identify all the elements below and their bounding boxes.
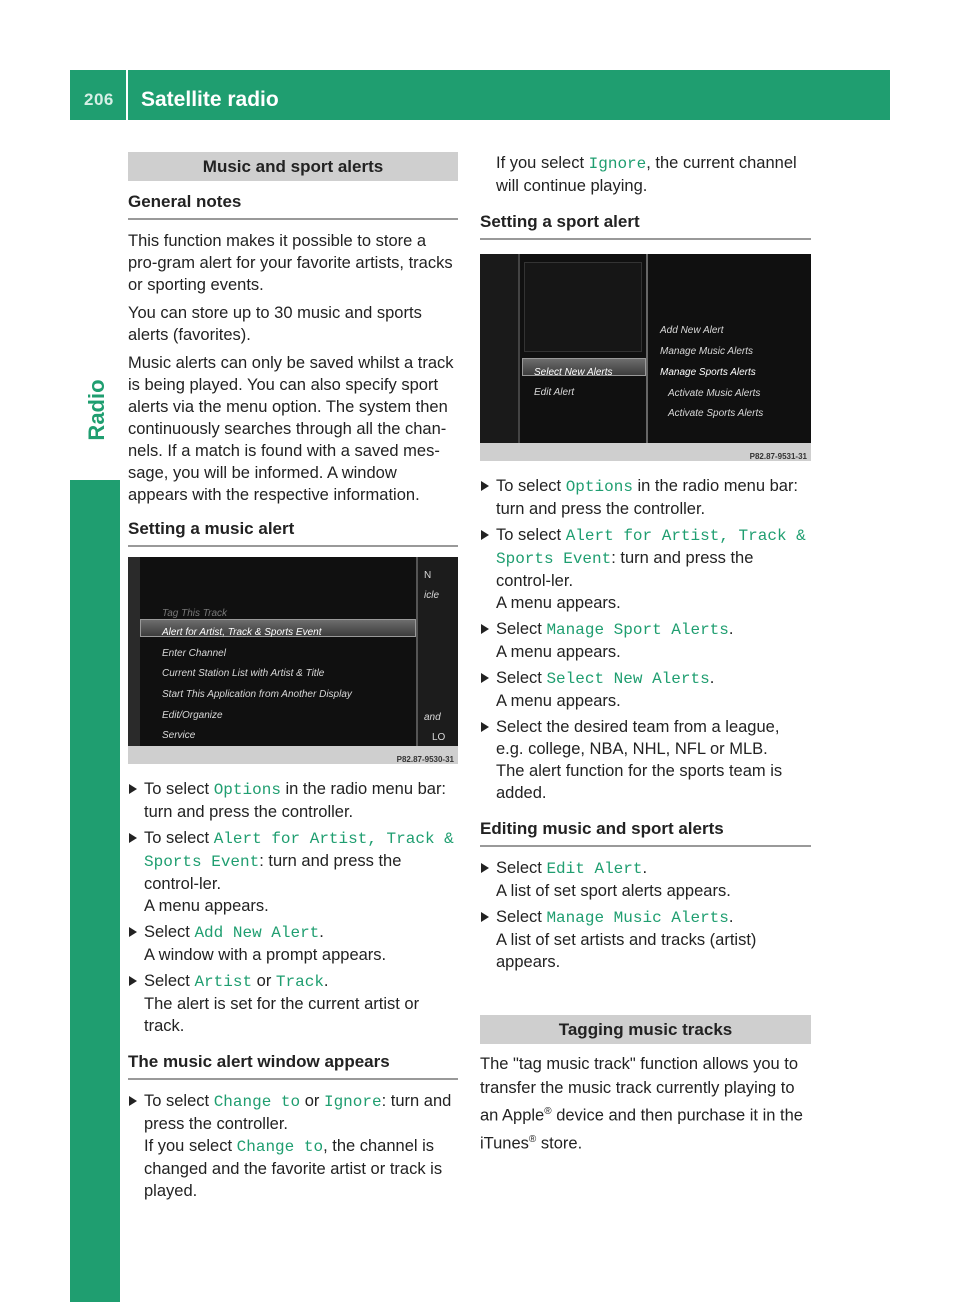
step [480, 857, 811, 902]
menu-option: Add New Alert [194, 924, 320, 942]
ignore-text [480, 152, 811, 197]
text: device and then purchase it in the iTunes [480, 1106, 803, 1152]
page-number: 206 [84, 90, 114, 109]
heading-music-alert: Setting a music alert [128, 518, 458, 547]
text: : turn and press the control-ler. [496, 549, 754, 590]
result-text: A window with a prompt appears. [144, 946, 387, 964]
menu-item: Activate Music Alerts [668, 388, 761, 399]
screen-divider [646, 254, 648, 443]
menu-item: Manage Sports Alerts [660, 367, 756, 378]
menu-item: Enter Channel [162, 648, 226, 659]
menu-option: Manage Music Alerts [546, 909, 729, 927]
text: in the radio menu bar: turn and press the controller. [496, 477, 799, 518]
step [128, 778, 458, 823]
step [128, 921, 458, 966]
heading-editing-alerts: Editing music and sport alerts [480, 818, 811, 847]
menu-option: Ignore [588, 155, 647, 173]
text: or [252, 972, 276, 990]
side-bar [70, 480, 120, 1302]
result-text: A menu appears. [496, 643, 621, 661]
step [480, 475, 811, 520]
text: Select [496, 908, 547, 926]
step [480, 524, 811, 614]
text: To select [144, 780, 214, 798]
screenshot-music-menu [128, 557, 458, 764]
side-label-text: Radio [84, 379, 109, 441]
text: . [642, 859, 648, 877]
screen-left-edge [128, 557, 140, 746]
heading-general-notes: General notes [128, 191, 458, 220]
text: Select the desired team from a league, e.g. college, NBA, NHL, NFL or MLB. [496, 718, 780, 758]
menu-option: Change to [213, 1093, 301, 1111]
text: . [728, 908, 734, 926]
text: store. [536, 1134, 583, 1152]
menu-item: Edit Alert [534, 387, 575, 398]
screen-left-edge [480, 254, 520, 443]
text: . [728, 620, 734, 638]
text: If you select [144, 1137, 237, 1155]
image-code: P82.87-9530-31 [396, 755, 454, 764]
section-title-tagging: Tagging music tracks [480, 1015, 811, 1044]
step [480, 667, 811, 712]
text: in the radio menu bar: turn and press the controller. [144, 780, 447, 821]
result-text: A menu appears. [144, 897, 269, 915]
text: Select [496, 859, 547, 877]
menu-option: Change to [236, 1138, 324, 1156]
result-text: A menu appears. [496, 594, 621, 612]
text: , the current channel will continue playing. [496, 154, 797, 195]
screenshot-footer [128, 746, 458, 764]
menu-item: Tag This Track [162, 608, 228, 619]
heading-window-appears: The music alert window appears [128, 1051, 458, 1080]
image-code: P82.87-9531-31 [749, 452, 807, 461]
step [480, 716, 811, 804]
text: . [319, 923, 324, 941]
menu-item: Start This Application from Another Display [162, 689, 352, 700]
screen-blank-panel [524, 262, 642, 352]
menu-item-selected: Alert for Artist, Track & Sports Event [162, 627, 322, 638]
text: : turn and press the control-ler. [144, 852, 402, 893]
menu-option: Manage Sport Alerts [546, 621, 729, 639]
fragment: LO [432, 732, 446, 743]
result-text: A list of set sport alerts appears. [496, 882, 731, 900]
step [128, 1090, 458, 1202]
fragment: icle [424, 590, 440, 601]
screenshot-sport-menu [480, 254, 811, 461]
text: The "tag music track" function allows you to transfer the music track currently playing to an Apple [480, 1055, 799, 1125]
text: To select [496, 477, 566, 495]
menu-item: Service [162, 730, 196, 741]
header-divider [126, 70, 128, 120]
text: Select [144, 972, 195, 990]
page-title: Satellite radio [141, 88, 279, 111]
text: : turn and press the controller. [144, 1092, 452, 1133]
result-text: The alert is set for the current artist or track. [144, 995, 420, 1035]
screenshot-footer [480, 443, 811, 461]
result-text: The alert function for the sports team is added. [496, 762, 783, 802]
menu-option: Alert for Artist, Track & Sports Event [144, 830, 454, 871]
menu-option: Track [275, 973, 324, 991]
text: . [323, 972, 329, 990]
text: , the channel is changed and the favorite artist or track is played. [144, 1137, 443, 1200]
tagging-paragraph [480, 1052, 811, 1155]
result-text: A list of set artists and tracks (artist) appears. [496, 931, 757, 971]
right-column [480, 152, 811, 1161]
text: or [300, 1092, 324, 1110]
text: Select [496, 669, 547, 687]
paragraph: Music alerts can only be saved whilst a track is being played. You can also specify sport alerts via the menu option. The system then continuously searches through all the chan-nels. If a match is found with a saved mes-sage, you will be informed. A window appears with the respective information. [128, 354, 454, 504]
menu-option: Options [565, 478, 633, 496]
menu-item: Activate Sports Alerts [668, 408, 764, 419]
menu-option: Select New Alerts [546, 670, 710, 688]
menu-item-selected: Select New Alerts [534, 367, 613, 378]
menu-option: Options [213, 781, 281, 799]
step [480, 906, 811, 973]
text: To select [144, 829, 214, 847]
menu-option: Alert for Artist, Track & Sports Event [496, 527, 806, 568]
text: . [709, 669, 715, 687]
menu-option: Edit Alert [546, 860, 643, 878]
step [480, 618, 811, 663]
text: To select [144, 1092, 214, 1110]
menu-option: Artist [194, 973, 253, 991]
text: If you select [496, 154, 589, 172]
left-column [128, 152, 458, 1206]
menu-item: Add New Alert [660, 325, 724, 336]
menu-item: Current Station List with Artist & Title [162, 668, 325, 679]
text: Select [144, 923, 195, 941]
step [128, 970, 458, 1037]
section-title-alerts: Music and sport alerts [128, 152, 458, 181]
registered-mark: ® [528, 1133, 537, 1145]
menu-item: Manage Music Alerts [660, 346, 753, 357]
menu-item: Edit/Organize [162, 710, 223, 721]
fragment: N [424, 570, 432, 581]
step [128, 827, 458, 917]
menu-option: Ignore [323, 1093, 382, 1111]
side-section-label [82, 380, 112, 440]
paragraph: You can store up to 30 music and sports alerts (favorites). [128, 304, 422, 344]
text: To select [496, 526, 566, 544]
paragraph: This function makes it possible to store a pro-gram alert for your favorite artists, tracks or sporting events. [128, 232, 453, 294]
registered-mark: ® [544, 1106, 552, 1117]
text: Select [496, 620, 547, 638]
fragment: and [424, 712, 441, 723]
heading-sport-alert: Setting a sport alert [480, 211, 811, 240]
result-text: A menu appears. [496, 692, 621, 710]
